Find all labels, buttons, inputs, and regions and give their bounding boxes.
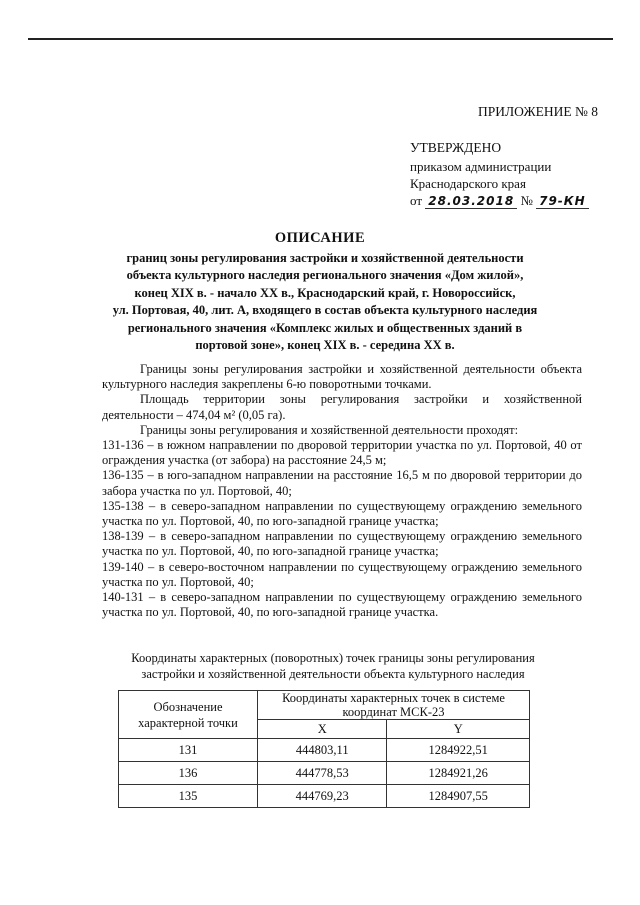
subtitle-line: портовой зоне», конец XIX в. - середина XX в. — [195, 338, 455, 353]
header-coordinates: Координаты характерных точек в системе координат МСК-23 — [258, 691, 530, 720]
approved-heading: УТВЕРЖДЕНО — [410, 140, 502, 155]
cell-point: 136 — [119, 762, 258, 785]
header-x: X — [258, 720, 387, 739]
paragraph: Границы зоны регулирования и хозяйственной деятельности проходят: — [140, 422, 519, 437]
coordinates-table — [118, 690, 530, 808]
approval-date-line — [410, 192, 620, 209]
cell-x: 444769,23 — [258, 785, 387, 808]
subtitle-line: регионального значения «Комплекс жилых и общественных зданий в — [127, 320, 523, 335]
cell-point: 131 — [119, 739, 258, 762]
boundary-segment: 135-138 – в северо-западном направлении по существующему ограждению земельного участка по ул. Портовой, 40, по юго-западной границе участка; — [102, 498, 582, 529]
table-row — [119, 739, 530, 762]
date-prefix: от — [410, 193, 423, 208]
table-header-row — [119, 691, 530, 720]
subtitle-line: ул. Портовая, 40, лит. А, входящего в состав объекта культурного наследия — [112, 303, 538, 318]
document-subtitle — [80, 250, 570, 354]
boundary-segment: 131-136 – в южном направлении по дворовой территории участка по ул. Портовой, 40 от ограждения участка (от забора) на расстояние 24,5 м; — [102, 438, 582, 468]
subtitle-line: объекта культурного наследия регионального значения «Дом жилой», — [126, 268, 524, 283]
header-y: Y — [387, 720, 530, 739]
subtitle-line: границ зоны регулирования застройки и хозяйственной деятельности — [126, 251, 524, 265]
cell-x: 444778,53 — [258, 762, 387, 785]
boundary-segment: 140-131 – в северо-западном направлении по существующему ограждению земельного участка по ул. Портовой, 40, по юго-западной границе участка. — [102, 590, 582, 620]
top-rule — [28, 38, 613, 40]
header-point: Обозначение характерной точки — [119, 691, 258, 739]
handwritten-number: 79-КН — [536, 194, 589, 209]
approved-line-1: приказом администрации — [410, 159, 552, 174]
approval-block — [410, 139, 620, 209]
cell-point: 135 — [119, 785, 258, 808]
table-row — [119, 785, 530, 808]
paragraph: Площадь территории зоны регулирования застройки и хозяйственной деятельности – 474,04 м² (0,05 га). — [102, 392, 582, 422]
number-prefix: № — [520, 193, 533, 208]
appendix-label: ПРИЛОЖЕНИЕ № 8 — [477, 104, 598, 119]
cell-y: 1284921,26 — [387, 762, 530, 785]
boundary-segment: 138-139 – в северо-западном направлении по существующему ограждению земельного участка по ул. Портовой, 40, по юго-западной границе участка; — [102, 529, 582, 559]
paragraph: Границы зоны регулирования застройки и хозяйственной деятельности объекта культурного наследия закреплены 6-ю поворотными точками. — [102, 362, 582, 392]
table-caption: Координаты характерных (поворотных) точек границы зоны регулирования застройки и хозяйственной деятельности объекта культурного наследия — [131, 651, 535, 681]
boundary-segment: 139-140 – в северо-восточном направлении по существующему ограждению земельного участка по ул. Портовой, 40; — [102, 559, 582, 589]
table-row — [119, 762, 530, 785]
boundary-segment: 136-135 – в юго-западном направлении на расстояние 16,5 м по дворовой территории до забора участка по ул. Портовой, 40; — [102, 468, 582, 498]
cell-y: 1284922,51 — [387, 739, 530, 762]
subtitle-line: конец XIX в. - начало XX в., Краснодарский край, г. Новороссийск, — [134, 285, 516, 300]
approved-line-2: Краснодарского края — [410, 176, 526, 191]
cell-x: 444803,11 — [258, 739, 387, 762]
handwritten-date: 28.03.2018 — [425, 194, 517, 209]
cell-y: 1284907,55 — [387, 785, 530, 808]
description-body — [102, 362, 582, 620]
document-title: ОПИСАНИЕ — [274, 230, 366, 246]
